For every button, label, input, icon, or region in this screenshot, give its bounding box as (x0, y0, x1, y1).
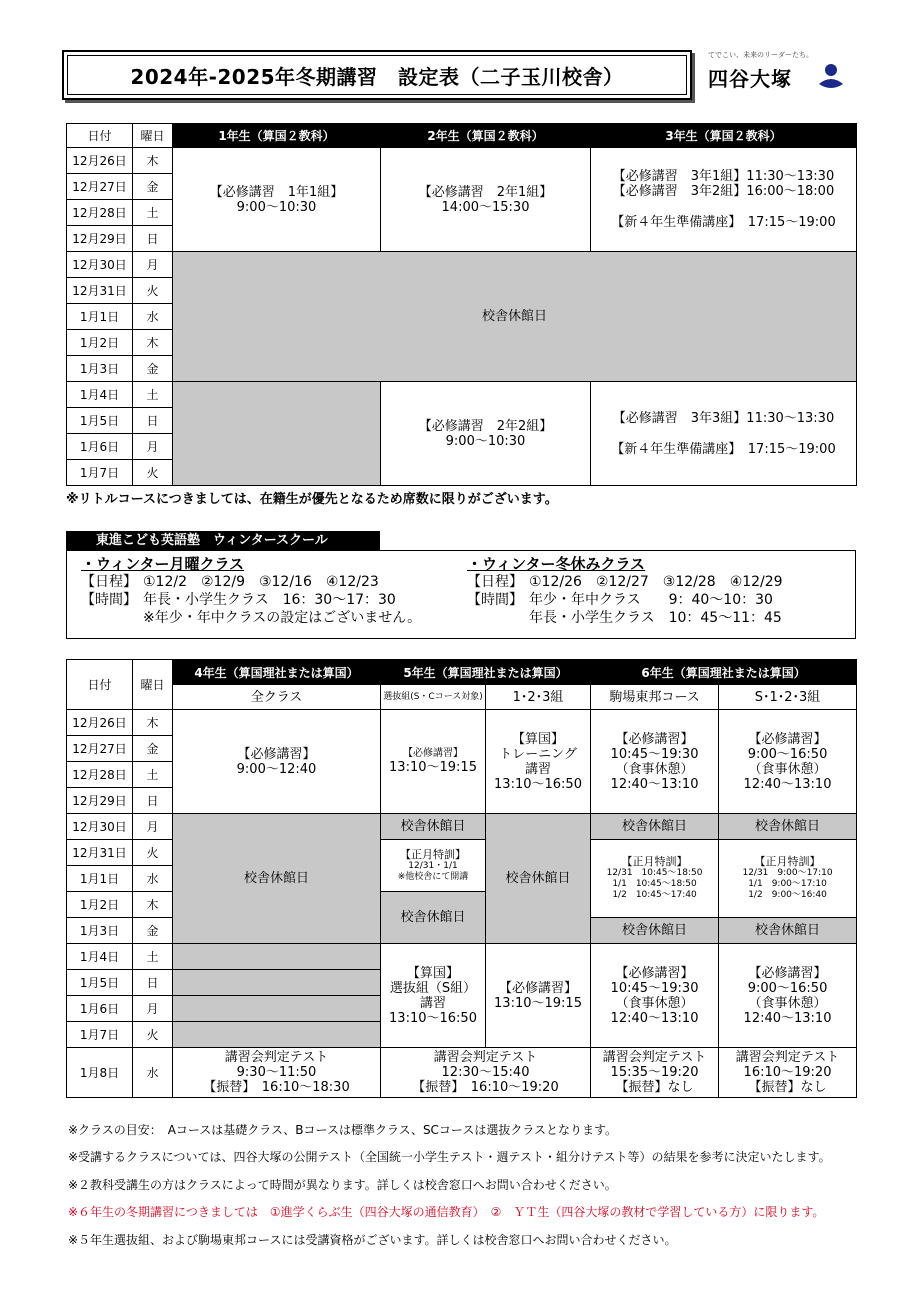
dow-cell: 土 (133, 200, 173, 226)
dow-cell: 金 (133, 918, 173, 944)
page-title: 2024年-2025年冬期講習 設定表（二子玉川校舎） (130, 64, 624, 89)
grade1-session1: 【必修講習 1年1組】 9:00〜10:30 (173, 148, 381, 252)
grade4-test: 講習会判定テスト 9:30〜11:50 【振替】 16:10〜18:30 (173, 1048, 381, 1098)
header-grade1: 1年生（算国２教科） (173, 124, 381, 148)
grade6-komaba-newyear: 【正月特訓】 12/31 10:45〜18:50 1/1 10:45〜18:50 1/2 10:45〜17:40 (591, 840, 719, 918)
dow-cell: 火 (133, 460, 173, 486)
grade6-komaba-test: 講習会判定テスト 15:35〜19:20 【振替】なし (591, 1048, 719, 1098)
dow-cell: 月 (133, 814, 173, 840)
grade5-select-closed: 校舎休館日 (381, 814, 486, 840)
date-cell: 1月7日 (67, 1022, 133, 1048)
schedule-table-upper-grades (66, 659, 857, 1098)
dow-cell: 金 (133, 736, 173, 762)
winter-time-older: 年長・小学生クラス 10：45〜11：45 (529, 610, 782, 626)
logo-tagline: てでこい、未来のリーダーたち。 (708, 51, 813, 59)
grade2-session1: 【必修講習 2年1組】 14:00〜15:30 (381, 148, 591, 252)
grade5-regular-closed: 校舎休館日 (486, 814, 591, 944)
date-cell: 1月1日 (67, 866, 133, 892)
date-cell: 1月4日 (67, 382, 133, 408)
date-cell: 12月28日 (67, 200, 133, 226)
dow-cell: 水 (133, 866, 173, 892)
dow-cell: 木 (133, 330, 173, 356)
winter-time-young: 年少・年中クラス 9：40〜10：30 (529, 592, 773, 608)
date-cell: 12月29日 (67, 226, 133, 252)
monday-class-title: ・ウィンター月曜クラス (81, 555, 245, 573)
header-date: 日付 (67, 660, 133, 710)
dow-cell: 土 (133, 382, 173, 408)
winter-schedule: ①12/26 ②12/27 ③12/28 ④12/29 (529, 574, 783, 590)
logo-name: 四谷大塚 (708, 67, 792, 91)
footnote-grade6-eligibility: ※６年生の冬期講習につきましては ①進学くらぶ生（四谷大塚の通信教育） ② ＹＴ生（四谷大塚の教材で学習している方）に限ります。 (68, 1205, 825, 1219)
brand-logo (708, 50, 858, 95)
dow-cell: 土 (133, 762, 173, 788)
sub-grade6-regular: S･1･2･3組 (719, 685, 857, 710)
dow-cell: 日 (133, 970, 173, 996)
header-grade4: 4年生（算国理社または算国） (173, 660, 381, 685)
date-cell: 1月6日 (67, 996, 133, 1022)
grade6-regular-test: 講習会判定テスト 16:10〜19:20 【振替】なし (719, 1048, 857, 1098)
dow-cell: 木 (133, 892, 173, 918)
header-dow: 曜日 (133, 124, 173, 148)
dow-cell: 火 (133, 1022, 173, 1048)
header-grade2: 2年生（算国２教科） (381, 124, 591, 148)
schedule-table-lower-grades (66, 123, 857, 486)
grade5-select-session2: 【算国】 選抜組（S組） 講習 13:10〜16:50 (381, 944, 486, 1048)
header-date: 日付 (67, 124, 133, 148)
grade4-session1: 【必修講習】 9:00〜12:40 (173, 710, 381, 814)
grade6-komaba-closed: 校舎休館日 (591, 814, 719, 840)
footnote-class-decision: ※受講するクラスについては、四谷大塚の公開テスト（全国統一小学生テスト・週テスト・組分けテスト等）の結果を参考に決定いたします。 (68, 1150, 831, 1164)
monday-schedule: ①12/2 ②12/9 ③12/16 ④12/23 (143, 574, 379, 590)
winter-class-title: ・ウィンター冬休みクラス (467, 555, 646, 573)
date-cell: 12月28日 (67, 762, 133, 788)
date-cell: 12月30日 (67, 814, 133, 840)
date-cell: 1月5日 (67, 970, 133, 996)
date-cell: 12月27日 (67, 174, 133, 200)
english-school-box (66, 550, 856, 639)
grade6-regular-newyear: 【正月特訓】 12/31 9:00〜17:10 1/1 9:00〜17:10 1/2 9:00〜16:40 (719, 840, 857, 918)
grade6-regular-session1: 【必修講習】 9:00〜16:50 （食事休憩） 12:40〜13:10 (719, 710, 857, 814)
date-cell: 1月1日 (67, 304, 133, 330)
date-cell: 12月26日 (67, 148, 133, 174)
sub-grade5-select: 選抜組(S・Cコース対象) (381, 685, 486, 710)
footnote-class-guide: ※クラスの目安： Aコースは基礎クラス、Bコースは標準クラス、SCコースは選抜クラスとなります。 (68, 1123, 618, 1137)
grade5-test: 講習会判定テスト 12:30〜15:40 【振替】 16:10〜19:20 (381, 1048, 591, 1098)
date-cell: 1月2日 (67, 892, 133, 918)
grade6-regular-closed-2: 校舎休館日 (719, 918, 857, 944)
monday-note: ※年少・年中クラスの設定はございません。 (143, 610, 422, 626)
grade5-regular-session2: 【必修講習】 13:10〜19:15 (486, 944, 591, 1048)
dow-cell: 日 (133, 226, 173, 252)
grade5-select-closed-2: 校舎休館日 (381, 892, 486, 944)
grade3-session2: 【必修講習 3年3組】11:30〜13:30 【新４年生準備講座】 17:15〜19:00 (591, 382, 857, 486)
grade4-closed: 校舎休館日 (173, 814, 381, 944)
date-cell: 1月5日 (67, 408, 133, 434)
dow-cell: 月 (133, 996, 173, 1022)
grade6-komaba-session2: 【必修講習】 10:45〜19:30 （食事休憩） 12:40〜13:10 (591, 944, 719, 1048)
grade6-regular-session2: 【必修講習】 9:00〜16:50 （食事休憩） 12:40〜13:10 (719, 944, 857, 1048)
dow-cell: 土 (133, 944, 173, 970)
dow-cell: 金 (133, 174, 173, 200)
footnote-grade5-qualification: ※５年生選抜組、および駒場東邦コースには受講資格がございます。詳しくは校舎窓口へお問い合わせください。 (68, 1233, 677, 1247)
date-cell: 12月29日 (67, 788, 133, 814)
english-winter-class: ・ウィンター冬休みクラス 【日程】 ①12/26 ②12/27 ③12/28 ④12/29 【時間】 年少・年中クラス 9：40〜10：30 年長・小学生クラス 10：45〜11：45 (467, 555, 783, 626)
grade6-komaba-session1: 【必修講習】 10:45〜19:30 （食事休憩） 12:40〜13:10 (591, 710, 719, 814)
date-cell: 12月30日 (67, 252, 133, 278)
grade5-regular-session1: 【算国】 トレーニング 講習 13:10〜16:50 (486, 710, 591, 814)
date-cell: 12月27日 (67, 736, 133, 762)
logo-mark-icon (816, 62, 846, 92)
title-box (62, 50, 692, 100)
dow-cell: 火 (133, 840, 173, 866)
grade6-regular-closed: 校舎休館日 (719, 814, 857, 840)
grade5-select-newyear: 【正月特訓】 12/31・1/1 ※他校舎にて開講 (381, 840, 486, 892)
grade4-no-class (173, 970, 381, 996)
dow-cell: 月 (133, 252, 173, 278)
date-cell: 1月4日 (67, 944, 133, 970)
dow-cell: 日 (133, 788, 173, 814)
english-school-header: 東進こども英語塾 ウィンタースクール (66, 531, 380, 550)
date-cell: 1月3日 (67, 918, 133, 944)
sub-grade5-regular: 1･2･3組 (486, 685, 591, 710)
grade2-session2: 【必修講習 2年2組】 9:00〜10:30 (381, 382, 591, 486)
grade4-no-class (173, 996, 381, 1022)
date-cell: 12月31日 (67, 278, 133, 304)
date-cell: 1月8日 (67, 1048, 133, 1098)
grade4-no-class (173, 1022, 381, 1048)
date-cell: 12月31日 (67, 840, 133, 866)
header-dow: 曜日 (133, 660, 173, 710)
dow-cell: 水 (133, 1048, 173, 1098)
little-course-note: ※リトルコースにつきましては、在籍生が優先となるため席数に限りがございます。 (66, 492, 558, 507)
sub-grade6-komaba: 駒場東邦コース (591, 685, 719, 710)
dow-cell: 日 (133, 408, 173, 434)
dow-cell: 木 (133, 148, 173, 174)
date-cell: 12月26日 (67, 710, 133, 736)
date-cell: 1月3日 (67, 356, 133, 382)
header-grade3: 3年生（算国２教科） (591, 124, 857, 148)
dow-cell: 水 (133, 304, 173, 330)
monday-time: 年長・小学生クラス 16：30〜17：30 (143, 592, 396, 608)
grade4-no-class (173, 944, 381, 970)
english-monday-class: ・ウィンター月曜クラス 【日程】 ①12/2 ②12/9 ③12/16 ④12/23 【時間】 年長・小学生クラス 16：30〜17：30 ※年少・年中クラスの設定はございません。 (81, 555, 422, 626)
sub-grade4-all: 全クラス (173, 685, 381, 710)
dow-cell: 木 (133, 710, 173, 736)
footnote-two-subject: ※２教科受講生の方はクラスによって時間が異なります。詳しくは校舎窓口へお問い合わせください。 (68, 1178, 617, 1192)
date-cell: 1月6日 (67, 434, 133, 460)
grade1-no-class (173, 382, 381, 486)
grade5-select-session1: 【必修講習】 13:10〜19:15 (381, 710, 486, 814)
dow-cell: 月 (133, 434, 173, 460)
grade3-session1: 【必修講習 3年1組】11:30〜13:30 【必修講習 3年2組】16:00〜18:00 【新４年生準備講座】 17:15〜19:00 (591, 148, 857, 252)
grade6-komaba-closed-2: 校舎休館日 (591, 918, 719, 944)
dow-cell: 金 (133, 356, 173, 382)
closed-block: 校舎休館日 (173, 252, 857, 382)
header-grade6: 6年生（算国理社または算国） (591, 660, 857, 685)
header-grade5: 5年生（算国理社または算国） (381, 660, 591, 685)
dow-cell: 火 (133, 278, 173, 304)
date-cell: 1月2日 (67, 330, 133, 356)
date-cell: 1月7日 (67, 460, 133, 486)
